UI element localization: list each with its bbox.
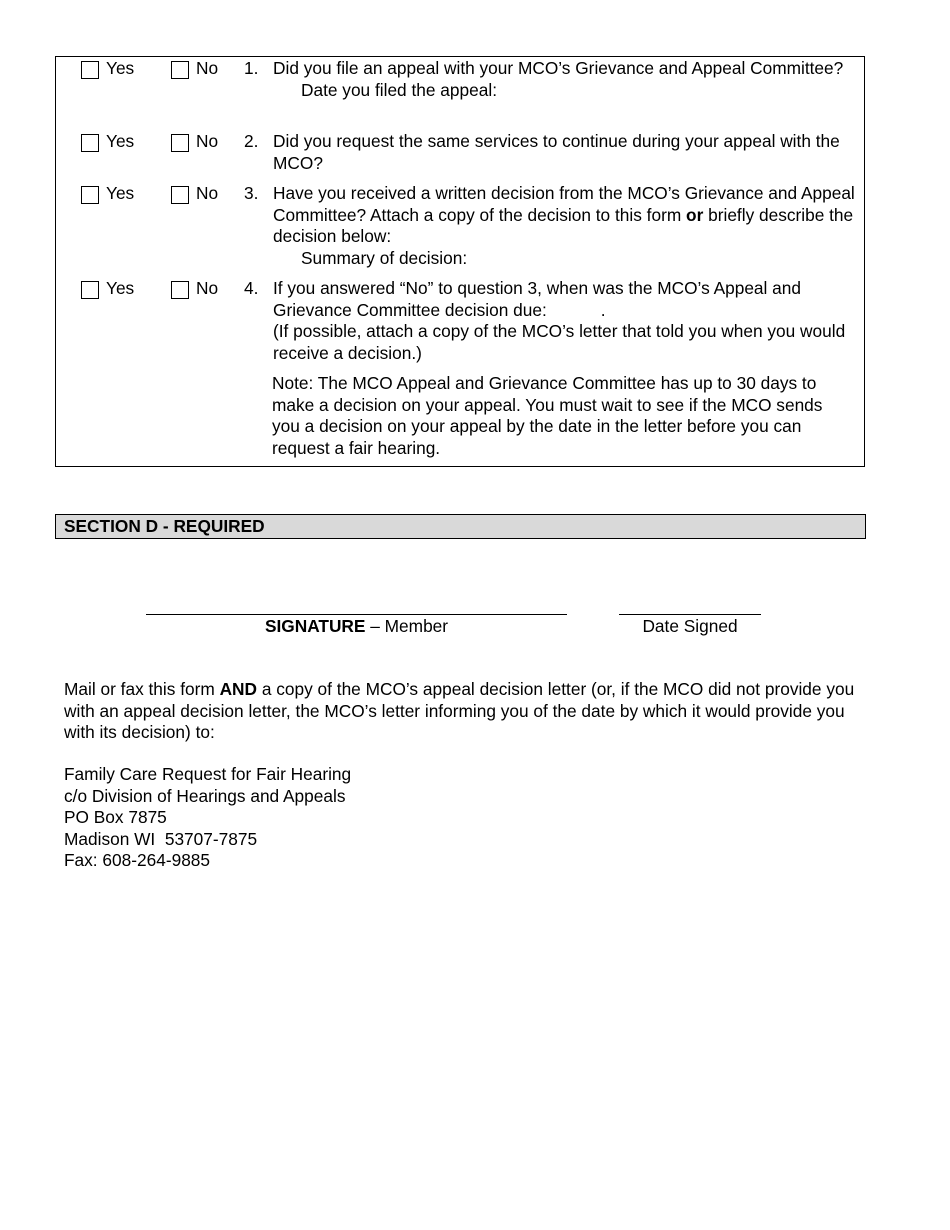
question-4-attach-instruction: (If possible, attach a copy of the MCO’s letter that told you when you would receive a decision.) — [273, 321, 846, 363]
question-3-emphasis-or: or — [686, 204, 704, 225]
mail-instructions-part-1: Mail or fax this form — [64, 679, 220, 699]
mail-instructions — [64, 679, 864, 744]
mail-instructions-part-2: a copy of the MCO’s appeal decision letter (or, if the MCO did not provide you with an appeal decision letter, the MCO’s letter informing you of the date by which it would provide you with its decision) to: — [64, 679, 855, 742]
address-line-1: Family Care Request for Fair Hearing — [64, 764, 352, 784]
mailing-address — [64, 764, 564, 872]
question-2-number: 2. — [244, 131, 259, 151]
question-4-due-date-blank: . — [600, 299, 606, 320]
question-1-no-label: No — [196, 58, 219, 78]
question-3-no-label: No — [196, 183, 219, 203]
question-2-yes-checkbox[interactable] — [81, 134, 99, 152]
signature-line[interactable] — [146, 614, 567, 615]
question-3-summary-label: Summary of decision: — [301, 247, 468, 268]
date-signed-line[interactable] — [619, 614, 761, 615]
address-fax: Fax: 608-264-9885 — [64, 850, 211, 870]
question-3-text-part-2: briefly describe the decision below: — [273, 204, 854, 246]
address-line-4: Madison WI 53707-7875 — [64, 828, 258, 849]
signature-label-bold: SIGNATURE — [264, 616, 366, 636]
question-2-no-checkbox[interactable] — [171, 134, 189, 152]
question-2-no-label: No — [196, 131, 219, 151]
appeal-questions-table — [55, 56, 865, 467]
question-1-yes-label: Yes — [106, 58, 135, 78]
signature-label — [146, 616, 567, 638]
question-4-text-block — [273, 278, 865, 364]
question-2-text: Did you request the same services to continue during your appeal with the MCO? — [273, 131, 840, 173]
question-4-text-line — [273, 278, 865, 321]
question-2-yes-label: Yes — [106, 131, 135, 151]
question-4-number: 4. — [244, 278, 259, 298]
question-1-yes-checkbox[interactable] — [81, 61, 99, 79]
question-1-date-filed-label: Date you filed the appeal: — [301, 79, 497, 100]
question-3-text — [273, 183, 865, 248]
question-3-yes-label: Yes — [106, 183, 135, 203]
question-4-yes-label: Yes — [106, 278, 135, 298]
date-signed-label: Date Signed — [642, 616, 738, 636]
question-1-text-block — [273, 58, 865, 101]
question-4-text: If you answered “No” to question 3, when was the MCO’s Appeal and Grievance Committee decision due: — [273, 278, 802, 320]
signature-label-member: – Member — [365, 616, 449, 636]
question-4-no-checkbox[interactable] — [171, 281, 189, 299]
section-d-header: SECTION D - REQUIRED — [55, 514, 866, 539]
question-3-text-block — [273, 183, 865, 269]
question-3-number: 3. — [244, 183, 259, 203]
question-3-text-part-1: Have you received a written decision from the MCO’s Grievance and Appeal Committee? Attach a copy of the decision to this form — [273, 183, 855, 225]
question-1-text: Did you file an appeal with your MCO’s Grievance and Appeal Committee? — [273, 58, 844, 78]
question-3-no-checkbox[interactable] — [171, 186, 189, 204]
question-4-no-label: No — [196, 278, 219, 298]
address-line-2: c/o Division of Hearings and Appeals — [64, 785, 346, 806]
question-4-yes-checkbox[interactable] — [81, 281, 99, 299]
question-3-yes-checkbox[interactable] — [81, 186, 99, 204]
question-1-no-checkbox[interactable] — [171, 61, 189, 79]
address-line-3: PO Box 7875 — [64, 807, 167, 827]
mail-instructions-emphasis-and: AND — [219, 679, 258, 699]
question-1-number: 1. — [244, 58, 259, 78]
appeal-timeline-note: Note: The MCO Appeal and Grievance Committee has up to 30 days to make a decision on your appeal. You must wait to see if the MCO sends you a decision on your appeal by the date in the letter before you can request a fair hearing. — [272, 373, 823, 458]
